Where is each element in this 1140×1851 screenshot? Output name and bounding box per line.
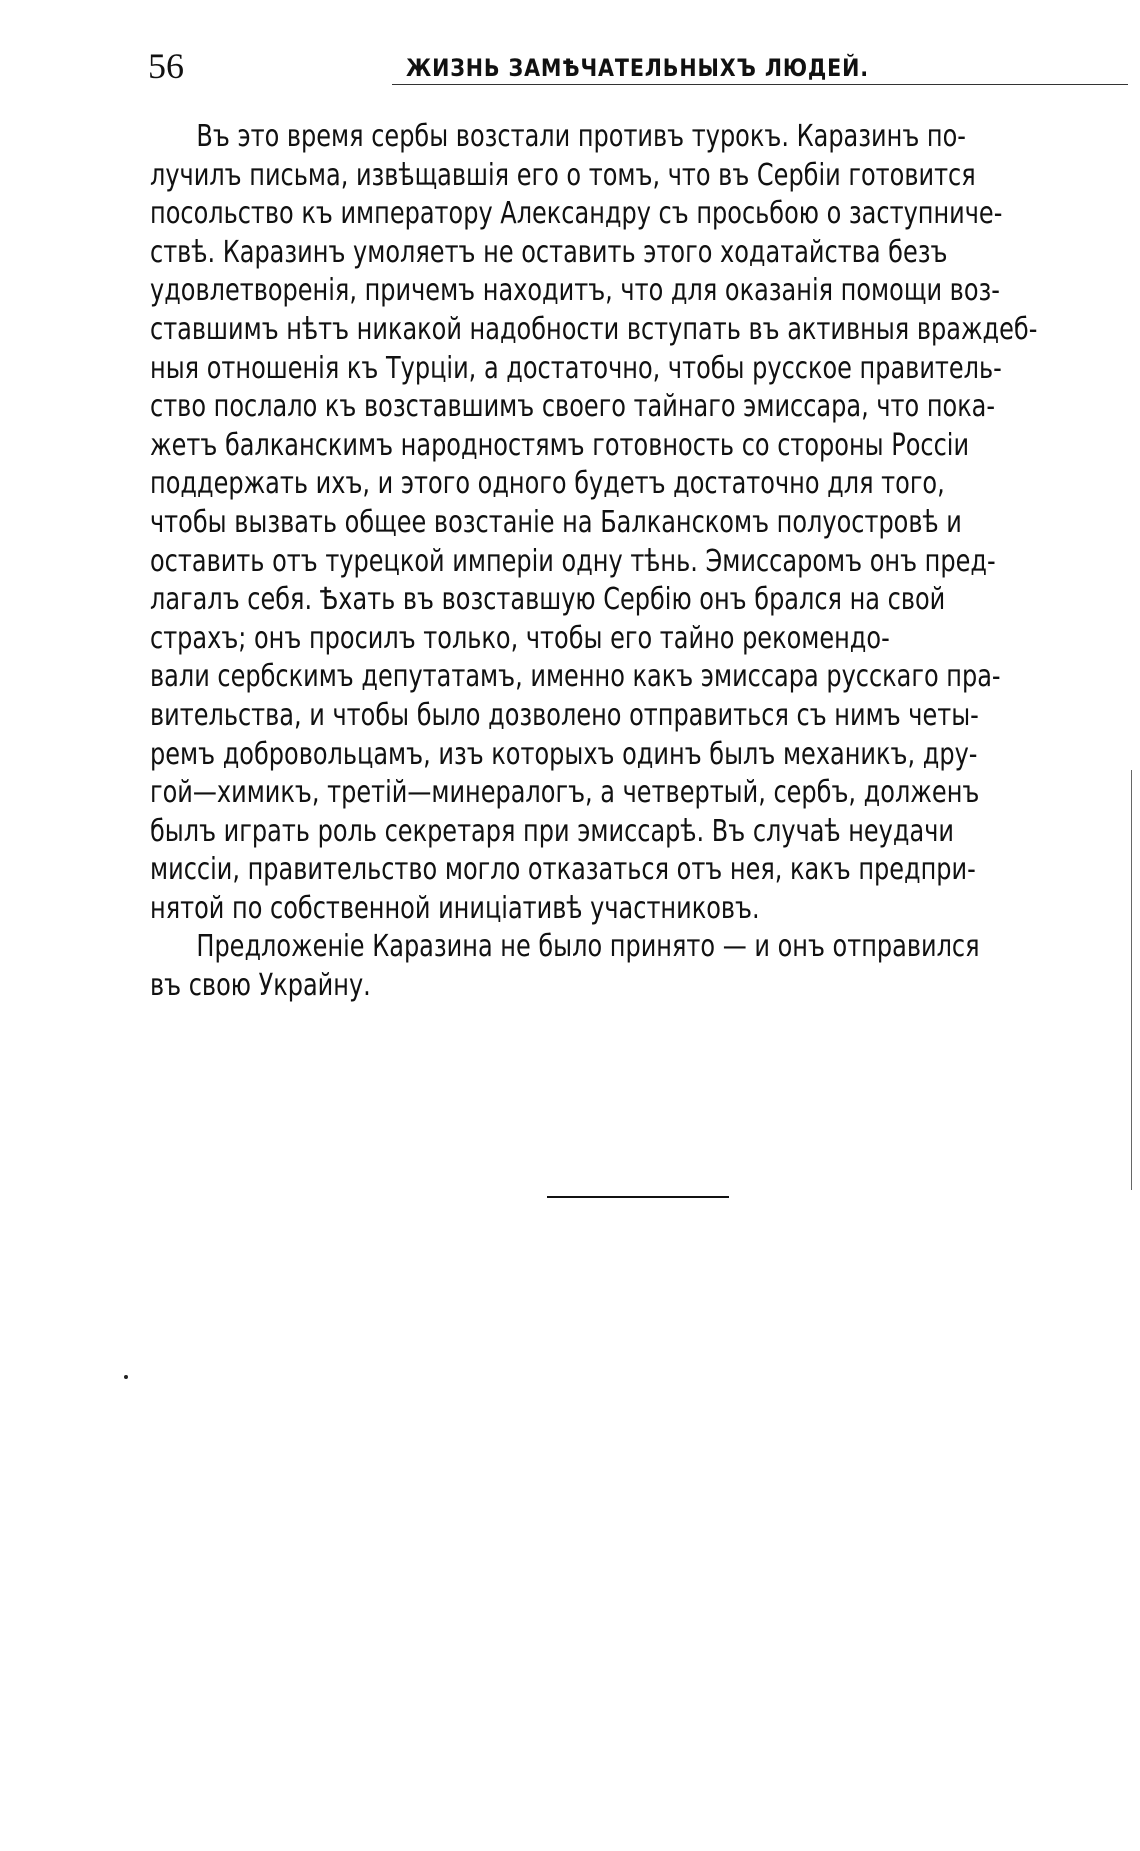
paragraph-1-line: лучилъ письма, извѣщавшія его о томъ, что въ Сербіи готовится <box>150 157 976 193</box>
paragraph-1-line: миссіи, правительство могло отказаться отъ нея, какъ предпри- <box>150 852 976 888</box>
paragraph-1-line: посольство къ императору Александру съ просьбою о заступниче- <box>150 196 1003 232</box>
paragraph-1-line: нятой по собственной иниціативѣ участниковъ. <box>150 890 760 926</box>
paragraph-1-line: оставить отъ турецкой имперіи одну тѣнь. Эмиссаромъ онъ пред- <box>150 543 996 579</box>
paragraph-1-line: чтобы вызвать общее возстаніе на Балканскомъ полуостровѣ и <box>150 504 962 540</box>
paragraph-1-line: поддержать ихъ, и этого одного будетъ достаточно для того, <box>150 466 945 502</box>
paragraph-1-line: вительства, и чтобы было дозволено отправиться съ нимъ четы- <box>150 697 979 733</box>
paragraph-1-line: былъ играть роль секретаря при эмиссарѣ. Въ случаѣ неудачи <box>150 813 954 849</box>
chapter-end-rule <box>547 1196 729 1198</box>
running-title: ЖИЗНЬ ЗАМѢЧАТЕЛЬНЫХЪ ЛЮДЕЙ. <box>406 54 869 82</box>
paragraph-1-line: ремъ добровольцамъ, изъ которыхъ одинъ былъ механикъ, дру- <box>150 736 978 772</box>
scan-edge-mark <box>1131 770 1132 1190</box>
page-number: 56 <box>148 46 184 86</box>
paragraph-1-line: вали сербскимъ депутатамъ, именно какъ эмиссара русскаго пра- <box>150 659 1001 695</box>
paragraph-1-line: лагалъ себя. Ѣхать въ возставшую Сербію онъ брался на свой <box>150 582 946 618</box>
stray-ink-dot <box>124 1375 128 1379</box>
body-text <box>150 118 1140 1006</box>
paragraph-1-line: удовлетворенія, причемъ находитъ, что для оказанія помощи воз- <box>150 273 1000 309</box>
paragraph-2-line: Предложеніе Каразина не было принято — и онъ отправился <box>196 929 980 965</box>
paragraph-1-line: страхъ; онъ просилъ только, чтобы его тайно рекомендо- <box>150 620 890 656</box>
paragraph-1-line: ставшимъ нѣтъ никакой надобности вступать въ активныя враждеб- <box>150 311 1038 347</box>
paragraph-1-line: Въ это время сербы возстали противъ турокъ. Каразинъ по- <box>196 119 966 154</box>
paragraph-1-line: ныя отношенія къ Турціи, а достаточно, чтобы русское правитель- <box>150 350 1002 386</box>
page-header <box>148 46 1130 86</box>
paragraph-1-line: ствѣ. Каразинъ умоляетъ не оставить этого ходатайства безъ <box>150 234 948 270</box>
paragraph-1-line: жетъ балканскимъ народностямъ готовность со стороны Россіи <box>150 427 970 463</box>
paragraph-1-line: ство послало къ возставшимъ своего тайнаго эмиссара, что пока- <box>150 389 996 425</box>
paragraph-2-line: въ свою Украйну. <box>150 968 371 1004</box>
paragraph-1-line: гой—химикъ, третій—минералогъ, а четвертый, сербъ, долженъ <box>150 775 980 811</box>
header-rule <box>392 84 1128 85</box>
